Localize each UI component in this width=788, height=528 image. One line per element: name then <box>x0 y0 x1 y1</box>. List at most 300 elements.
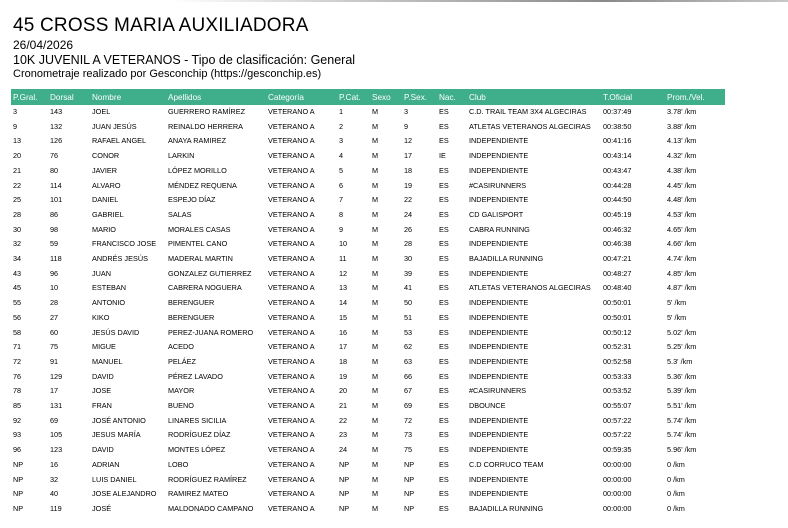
table-cell: ES <box>439 386 449 396</box>
table-cell: M <box>372 371 379 381</box>
column-header: Nombre <box>90 89 166 105</box>
top-decorative-bar <box>170 0 788 2</box>
table-cell: GONZALEZ GUTIERREZ <box>168 268 252 278</box>
table-cell: 3 <box>339 136 344 146</box>
table-cell: JESUS MARÍA <box>92 430 141 440</box>
table-cell: 00:00:00 <box>603 489 632 499</box>
table-cell: M <box>372 195 379 205</box>
table-cell: 18 <box>339 356 348 366</box>
table-cell: 132 <box>50 121 63 131</box>
table-cell: LINARES SICILIA <box>168 415 227 425</box>
table-cell: 131 <box>50 401 63 411</box>
table-cell: M <box>372 121 379 131</box>
table-cell: 19 <box>404 180 413 190</box>
table-cell: INDEPENDIENTE <box>469 298 529 308</box>
table-cell: VETERANO A <box>268 474 315 484</box>
table-cell: 19 <box>339 371 348 381</box>
table-cell: 5.36' /km <box>667 371 697 381</box>
table-cell: PIMENTEL CANO <box>168 239 228 249</box>
table-cell: ES <box>439 180 449 190</box>
table-row <box>11 326 725 341</box>
table-row <box>11 370 725 385</box>
table-cell: 00:45:19 <box>603 209 632 219</box>
table-cell: 00:46:38 <box>603 239 632 249</box>
table-cell: 00:53:33 <box>603 371 632 381</box>
table-cell: BUENO <box>168 401 194 411</box>
table-cell: 30 <box>404 254 413 264</box>
table-row <box>11 164 725 179</box>
table-cell: 00:52:58 <box>603 356 632 366</box>
table-cell: VETERANO A <box>268 224 315 234</box>
table-row <box>11 267 725 282</box>
column-header: P.Cat. <box>337 89 370 105</box>
table-cell: 76 <box>50 151 59 161</box>
table-cell: SALAS <box>168 209 192 219</box>
table-cell: INDEPENDIENTE <box>469 489 529 499</box>
table-cell: 5.02' /km <box>667 327 697 337</box>
table-cell: ES <box>439 312 449 322</box>
table-cell: 20 <box>13 151 22 161</box>
table-cell: M <box>372 445 379 455</box>
table-cell: VETERANO A <box>268 268 315 278</box>
table-cell: 118 <box>50 254 62 264</box>
table-cell: NP <box>404 474 415 484</box>
table-cell: 14 <box>339 298 348 308</box>
table-cell: 58 <box>13 327 22 337</box>
table-cell: 8 <box>339 209 344 219</box>
table-cell: 126 <box>50 136 63 146</box>
column-header: T.Oficial <box>601 89 665 105</box>
table-cell: VETERANO A <box>268 415 315 425</box>
table-cell: VETERANO A <box>268 327 315 337</box>
table-cell: 00:00:00 <box>603 459 632 469</box>
table-cell: 96 <box>50 268 59 278</box>
table-cell: MONTES LÓPEZ <box>168 445 226 455</box>
table-cell: 5.74' /km <box>667 430 697 440</box>
table-cell: MAYOR <box>168 386 195 396</box>
table-cell: 4.13' /km <box>667 136 697 146</box>
table-cell: ATLETAS VETERANOS ALGECIRAS <box>469 121 591 131</box>
table-cell: RODRÍGUEZ RAMÍREZ <box>168 474 247 484</box>
table-cell: 9 <box>404 121 409 131</box>
table-cell: 16 <box>50 459 59 469</box>
table-cell: M <box>372 430 379 440</box>
table-row <box>11 428 725 443</box>
table-cell: MIGUE <box>92 342 116 352</box>
table-row <box>11 340 725 355</box>
table-cell: 4.74' /km <box>667 254 697 264</box>
table-cell: 32 <box>50 474 59 484</box>
table-header-row <box>11 89 725 105</box>
table-cell: ES <box>439 371 449 381</box>
table-cell: LOBO <box>168 459 189 469</box>
results-header <box>13 15 773 81</box>
table-cell: NP <box>339 489 350 499</box>
event-date: 26/04/2026 <box>13 38 74 52</box>
table-cell: 60 <box>50 327 59 337</box>
table-cell: 00:43:47 <box>603 165 632 175</box>
table-cell: BERENGUER <box>168 312 215 322</box>
table-cell: KIKO <box>92 312 110 322</box>
table-row <box>11 281 725 296</box>
table-cell: VETERANO A <box>268 151 315 161</box>
table-cell: NP <box>404 503 415 513</box>
table-cell: 62 <box>404 342 413 352</box>
table-cell: VETERANO A <box>268 283 315 293</box>
table-cell: 0 /km <box>667 489 685 499</box>
table-cell: 00:52:31 <box>603 342 632 352</box>
table-cell: 5.96' /km <box>667 445 697 455</box>
table-cell: GUERRERO RAMÍREZ <box>168 107 246 116</box>
table-cell: FRAN <box>92 401 112 411</box>
table-cell: 0 /km <box>667 474 685 484</box>
table-cell: 4.87' /km <box>667 283 697 293</box>
table-cell: 9 <box>13 121 18 131</box>
table-cell: 22 <box>13 180 22 190</box>
table-cell: M <box>372 107 379 116</box>
table-cell: NP <box>13 503 24 513</box>
table-cell: 86 <box>50 209 59 219</box>
table-cell: 6 <box>339 180 344 190</box>
timing-credit: Cronometraje realizado por Gesconchip (https://gesconchip.es) <box>13 68 322 80</box>
event-title: 45 CROSS MARIA AUXILIADORA <box>13 15 309 36</box>
table-cell: 93 <box>13 430 22 440</box>
table-cell: 39 <box>404 268 413 278</box>
table-cell: INDEPENDIENTE <box>469 474 529 484</box>
table-cell: 63 <box>404 356 413 366</box>
table-cell: INDEPENDIENTE <box>469 195 529 205</box>
table-cell: 23 <box>339 430 348 440</box>
table-cell: INDEPENDIENTE <box>469 430 529 440</box>
table-cell: JOSE <box>92 386 112 396</box>
table-cell: JOSE ALEJANDRO <box>92 489 157 499</box>
table-cell: VETERANO A <box>268 312 315 322</box>
table-cell: REINALDO HERRERA <box>168 121 244 131</box>
table-cell: IE <box>439 151 446 161</box>
table-cell: 00:53:52 <box>603 386 632 396</box>
table-cell: ES <box>439 209 449 219</box>
table-cell: ACEDO <box>168 342 194 352</box>
table-cell: VETERANO A <box>268 209 315 219</box>
table-cell: VETERANO A <box>268 430 315 440</box>
column-header: Prom./Vel. <box>665 89 725 105</box>
table-cell: 1 <box>339 107 344 116</box>
column-header: P.Sex. <box>402 89 437 105</box>
table-cell: VETERANO A <box>268 180 315 190</box>
table-cell: PELÁEZ <box>168 356 196 366</box>
table-cell: 123 <box>50 445 63 455</box>
table-cell: LUIS DANIEL <box>92 474 137 484</box>
table-cell: M <box>372 459 379 469</box>
table-cell: 4 <box>339 151 344 161</box>
table-cell: 00:57:22 <box>603 430 632 440</box>
table-cell: 66 <box>404 371 413 381</box>
table-cell: 00:59:35 <box>603 445 632 455</box>
table-cell: 28 <box>50 298 59 308</box>
table-cell: 72 <box>404 415 413 425</box>
table-cell: 3 <box>13 107 18 116</box>
table-cell: ES <box>439 195 449 205</box>
table-cell: M <box>372 283 379 293</box>
table-cell: ES <box>439 268 449 278</box>
table-cell: NP <box>13 474 24 484</box>
table-cell: INDEPENDIENTE <box>469 239 529 249</box>
table-cell: VETERANO A <box>268 342 315 352</box>
table-cell: 5.74' /km <box>667 415 697 425</box>
table-cell: VETERANO A <box>268 445 315 455</box>
table-cell: 00:48:40 <box>603 283 632 293</box>
table-cell: M <box>372 136 379 146</box>
table-cell: 53 <box>404 327 413 337</box>
table-cell: VETERANO A <box>268 298 315 308</box>
table-cell: 00:37:49 <box>603 107 632 116</box>
table-cell: JOSÉ <box>92 503 112 513</box>
table-cell: 26 <box>404 224 413 234</box>
table-row <box>11 414 725 429</box>
table-cell: 51 <box>404 312 413 322</box>
table-cell: M <box>372 298 379 308</box>
column-header: Categoría <box>266 89 337 105</box>
table-cell: ES <box>439 401 449 411</box>
table-cell: INDEPENDIENTE <box>469 151 529 161</box>
table-cell: 12 <box>404 136 413 146</box>
table-cell: INDEPENDIENTE <box>469 445 529 455</box>
table-cell: 91 <box>50 356 59 366</box>
table-cell: CABRA RUNNING <box>469 224 530 234</box>
table-row <box>11 252 725 267</box>
table-cell: NP <box>339 503 350 513</box>
table-cell: 3 <box>404 107 409 116</box>
table-cell: CONOR <box>92 151 120 161</box>
table-cell: ES <box>439 283 449 293</box>
table-cell: ES <box>439 254 449 264</box>
table-cell: MADERAL MARTIN <box>168 254 233 264</box>
table-cell: 75 <box>50 342 59 352</box>
table-cell: DANIEL <box>92 195 119 205</box>
table-cell: BAJADILLA RUNNING <box>469 254 544 264</box>
table-cell: JUAN JESÚS <box>92 121 137 131</box>
table-cell: JOEL <box>92 107 111 116</box>
table-cell: 2 <box>339 121 344 131</box>
table-cell: ES <box>439 327 449 337</box>
table-cell: M <box>372 327 379 337</box>
table-cell: 34 <box>13 254 22 264</box>
table-row <box>11 311 725 326</box>
table-cell: 78 <box>13 386 22 396</box>
column-header: P.Gral. <box>11 89 48 105</box>
table-cell: PÉREZ LAVADO <box>168 371 223 381</box>
table-row <box>11 296 725 311</box>
table-cell: 4.48' /km <box>667 195 697 205</box>
table-cell: ES <box>439 298 449 308</box>
table-cell: M <box>372 342 379 352</box>
table-cell: ATLETAS VETERANOS ALGECIRAS <box>469 283 591 293</box>
table-cell: 00:55:07 <box>603 401 632 411</box>
table-cell: MARIO <box>92 224 116 234</box>
table-cell: 27 <box>50 312 59 322</box>
table-cell: 30 <box>13 224 22 234</box>
table-cell: 5 <box>339 165 344 175</box>
column-header: Dorsal <box>48 89 90 105</box>
table-cell: 3.78' /km <box>667 107 697 116</box>
table-cell: 00:48:27 <box>603 268 632 278</box>
table-cell: 4.85' /km <box>667 268 697 278</box>
table-cell: 105 <box>50 430 63 440</box>
table-cell: VETERANO A <box>268 386 315 396</box>
table-cell: M <box>372 209 379 219</box>
table-row <box>11 149 725 164</box>
table-cell: NP <box>339 459 350 469</box>
table-cell: 4.38' /km <box>667 165 697 175</box>
table-row <box>11 134 725 149</box>
table-cell: ES <box>439 489 449 499</box>
table-cell: ES <box>439 224 449 234</box>
table-cell: 17 <box>50 386 59 396</box>
table-cell: 00:46:32 <box>603 224 632 234</box>
table-cell: VETERANO A <box>268 239 315 249</box>
table-cell: 5.39' /km <box>667 386 697 396</box>
table-cell: 129 <box>50 371 63 381</box>
table-cell: 18 <box>404 165 413 175</box>
table-cell: ES <box>439 459 449 469</box>
table-cell: DAVID <box>92 445 114 455</box>
table-cell: LARKIN <box>168 151 195 161</box>
table-cell: 43 <box>13 268 22 278</box>
table-cell: GABRIEL <box>92 209 124 219</box>
table-cell: 101 <box>50 195 63 205</box>
table-cell: 75 <box>404 445 413 455</box>
table-cell: 3.88' /km <box>667 121 697 131</box>
table-cell: ES <box>439 342 449 352</box>
table-cell: 10 <box>339 239 348 249</box>
table-cell: 25 <box>13 195 22 205</box>
table-cell: M <box>372 254 379 264</box>
table-cell: NP <box>404 489 415 499</box>
table-row <box>11 120 725 135</box>
table-cell: 11 <box>339 254 347 264</box>
table-cell: 12 <box>339 268 348 278</box>
table-cell: MORALES CASAS <box>168 224 231 234</box>
table-cell: 00:44:28 <box>603 180 632 190</box>
table-cell: ES <box>439 356 449 366</box>
table-cell: DBOUNCE <box>469 401 506 411</box>
table-cell: 5' /km <box>667 312 687 322</box>
column-header: Nac. <box>437 89 467 105</box>
table-cell: 00:50:01 <box>603 312 632 322</box>
table-cell: 00:47:21 <box>603 254 632 264</box>
table-row <box>11 355 725 370</box>
table-cell: FRANCISCO JOSE <box>92 239 157 249</box>
table-cell: NP <box>404 459 415 469</box>
table-cell: ES <box>439 165 449 175</box>
table-cell: 00:44:50 <box>603 195 632 205</box>
table-cell: ES <box>439 239 449 249</box>
table-cell: ANTONIO <box>92 298 126 308</box>
table-cell: ESTEBAN <box>92 283 127 293</box>
table-cell: M <box>372 151 379 161</box>
table-cell: 40 <box>50 489 59 499</box>
table-cell: 28 <box>13 209 22 219</box>
table-cell: JOSÉ ANTONIO <box>92 415 146 425</box>
table-cell: VETERANO A <box>268 121 315 131</box>
table-cell: PEREZ-JUANA ROMERO <box>168 327 254 337</box>
table-cell: 76 <box>13 371 22 381</box>
table-cell: M <box>372 415 379 425</box>
table-cell: NP <box>13 459 24 469</box>
table-cell: ES <box>439 445 449 455</box>
table-cell: 69 <box>404 401 413 411</box>
table-row <box>11 473 725 488</box>
table-cell: M <box>372 356 379 366</box>
table-cell: ES <box>439 136 449 146</box>
race-classification: 10K JUVENIL A VETERANOS - Tipo de clasificación: General <box>13 53 356 67</box>
table-row <box>11 487 725 502</box>
table-cell: 13 <box>339 283 348 293</box>
table-cell: 80 <box>50 165 59 175</box>
table-cell: 119 <box>50 503 62 513</box>
table-cell: 96 <box>13 445 22 455</box>
table-cell: NP <box>13 489 24 499</box>
table-cell: 4.45' /km <box>667 180 697 190</box>
table-cell: 4.66' /km <box>667 239 697 249</box>
table-cell: 59 <box>50 239 59 249</box>
table-cell: RAFAEL ANGEL <box>92 136 147 146</box>
table-cell: #CASIRUNNERS <box>469 386 527 396</box>
table-cell: LÓPEZ MORILLO <box>168 165 227 175</box>
table-cell: RAMIREZ MATEO <box>168 489 229 499</box>
table-cell: 69 <box>50 415 59 425</box>
table-cell: 143 <box>50 107 63 116</box>
table-cell: 71 <box>13 342 22 352</box>
table-cell: M <box>372 489 379 499</box>
table-cell: 45 <box>13 283 22 293</box>
table-cell: INDEPENDIENTE <box>469 312 529 322</box>
table-cell: 4.32' /km <box>667 151 697 161</box>
table-cell: ESPEJO DÍAZ <box>168 195 216 205</box>
table-cell: MALDONADO CAMPANO <box>168 503 254 513</box>
table-cell: 16 <box>339 327 348 337</box>
table-row <box>11 399 725 414</box>
table-cell: 17 <box>404 151 413 161</box>
table-cell: ES <box>439 415 449 425</box>
table-cell: VETERANO A <box>268 356 315 366</box>
table-cell: #CASIRUNNERS <box>469 180 527 190</box>
table-cell: M <box>372 180 379 190</box>
table-cell: 21 <box>339 401 348 411</box>
table-cell: 5.3' /km <box>667 356 693 366</box>
table-cell: 00:57:22 <box>603 415 632 425</box>
table-cell: VETERANO A <box>268 489 315 499</box>
table-cell: INDEPENDIENTE <box>469 165 529 175</box>
table-cell: 24 <box>404 209 413 219</box>
table-cell: JESÚS DAVID <box>92 327 140 337</box>
table-cell: ES <box>439 430 449 440</box>
results-table <box>11 89 725 517</box>
table-cell: 55 <box>13 298 22 308</box>
table-cell: ES <box>439 474 449 484</box>
table-cell: 28 <box>404 239 413 249</box>
table-cell: VETERANO A <box>268 503 315 513</box>
table-cell: VETERANO A <box>268 459 315 469</box>
table-cell: ES <box>439 121 449 131</box>
table-row <box>11 502 725 517</box>
table-cell: 21 <box>13 165 22 175</box>
table-cell: M <box>372 503 379 513</box>
table-cell: INDEPENDIENTE <box>469 268 529 278</box>
table-cell: 5.51' /km <box>667 401 697 411</box>
table-row <box>11 193 725 208</box>
table-cell: JAVIER <box>92 165 118 175</box>
